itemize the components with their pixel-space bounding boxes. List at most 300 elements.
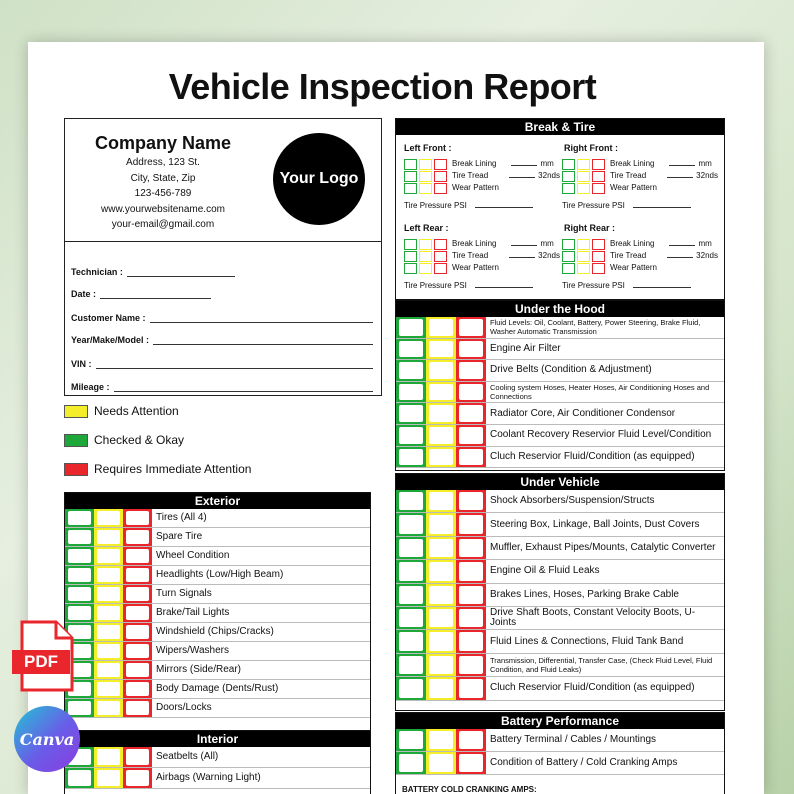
tire-measure-input[interactable] (669, 165, 695, 166)
checkbox-inner (429, 586, 453, 604)
checklist-item-label: Cluch Reservior Fluid/Condition (as equipped) (490, 682, 695, 694)
check-green-box[interactable] (396, 729, 426, 751)
check-yellow-box[interactable] (94, 768, 123, 788)
company-name: Company Name (94, 133, 232, 153)
checkbox-inner (429, 679, 453, 697)
checkbox-inner (126, 568, 149, 582)
checkbox-inner (68, 770, 91, 786)
check-green-box[interactable] (396, 447, 426, 468)
checklist-item-label: Brakes Lines, Hoses, Parking Brake Cable (490, 588, 679, 600)
check-yellow-box[interactable] (426, 537, 456, 559)
checklist-row (396, 490, 724, 513)
status-columns (396, 607, 486, 629)
checklist-row (396, 339, 724, 361)
tire-measure-line (610, 183, 657, 192)
interior-section (64, 730, 371, 794)
check-green-box[interactable] (396, 607, 426, 629)
checkbox-inner (68, 587, 91, 601)
check-red-box[interactable] (456, 537, 486, 559)
checkbox-inner (429, 562, 453, 580)
check-red-box[interactable] (456, 607, 486, 629)
check-red-box[interactable] (123, 680, 152, 698)
checkbox-inner (459, 492, 483, 510)
checklist-item-label: Turn Signals (156, 588, 212, 599)
tire-pressure-input[interactable] (475, 287, 533, 288)
checkbox-inner (429, 384, 453, 401)
tire-measure-unit: mm (698, 159, 712, 168)
check-yellow-box[interactable] (426, 317, 456, 338)
check-green-box[interactable] (396, 403, 426, 424)
tire-pressure-line (562, 201, 691, 210)
tire-position-label: Left Front : (404, 143, 452, 153)
tire-measure-line (452, 251, 560, 260)
checkbox-inner (126, 587, 149, 601)
checklist-item-label: Cluch Reservior Fluid/Condition (as equipped) (490, 450, 695, 462)
checkbox-inner (399, 362, 423, 379)
check-green-box[interactable] (396, 630, 426, 652)
check-red-box[interactable] (456, 382, 486, 403)
check-red-box[interactable] (123, 747, 152, 767)
tire-check-box[interactable] (434, 183, 447, 194)
tire-measure-input[interactable] (509, 257, 535, 258)
checkbox-inner (399, 405, 423, 422)
field-input-line[interactable] (100, 289, 211, 299)
tire-check-box[interactable] (592, 251, 605, 262)
tire-check-box[interactable] (577, 263, 590, 274)
field-input-line[interactable] (96, 359, 373, 369)
checkbox-inner (97, 770, 120, 786)
check-red-box[interactable] (456, 654, 486, 676)
tire-check-box[interactable] (577, 159, 590, 170)
check-red-box[interactable] (123, 699, 152, 717)
checkbox-inner (429, 539, 453, 557)
checkbox-inner (97, 549, 120, 563)
status-columns (396, 630, 486, 652)
tire-measure-input[interactable] (667, 257, 693, 258)
field-input-line[interactable] (153, 335, 373, 345)
field-input-line[interactable] (114, 382, 373, 392)
check-green-box[interactable] (396, 513, 426, 535)
tire-check-box[interactable] (592, 183, 605, 194)
status-columns (396, 447, 486, 468)
checkbox-inner (459, 656, 483, 674)
tire-check-box[interactable] (562, 239, 575, 250)
field-label: Year/Make/Model : (71, 335, 150, 345)
checkbox-inner (97, 644, 120, 658)
interior-header: Interior (65, 731, 370, 747)
checklist-row (65, 604, 370, 623)
check-yellow-box[interactable] (426, 490, 456, 512)
check-red-box[interactable] (123, 528, 152, 546)
checklist-row (396, 677, 724, 700)
check-red-box[interactable] (456, 425, 486, 446)
checklist-item-label: Condition of Battery / Cold Cranking Amps (490, 757, 678, 768)
under-hood-header: Under the Hood (396, 301, 724, 317)
divider (65, 241, 381, 242)
tire-check-box[interactable] (592, 159, 605, 170)
field-0 (71, 263, 235, 277)
checklist-item-label: Windshield (Chips/Cracks) (156, 626, 274, 637)
check-red-box[interactable] (456, 752, 486, 774)
check-yellow-box[interactable] (94, 509, 123, 527)
tire-measure-input[interactable] (511, 165, 537, 166)
check-yellow-box[interactable] (426, 447, 456, 468)
field-3 (71, 331, 373, 345)
status-columns (396, 513, 486, 535)
checkbox-inner (97, 530, 120, 544)
status-columns (396, 317, 486, 338)
check-green-box[interactable] (396, 584, 426, 606)
company-info (65, 131, 261, 233)
status-columns (396, 490, 486, 512)
checklist-row (396, 360, 724, 382)
canva-logo-icon: Canva (14, 706, 80, 772)
checkbox-inner (126, 530, 149, 544)
tire-check-box[interactable] (562, 251, 575, 262)
checklist-item-label: Drive Shaft Boots, Constant Velocity Boots, U-Joints (490, 607, 696, 629)
check-green-box[interactable] (396, 654, 426, 676)
check-yellow-box[interactable] (94, 680, 123, 698)
checkbox-inner (97, 663, 120, 677)
check-green-box[interactable] (65, 566, 94, 584)
legend-swatch (64, 405, 88, 418)
checkbox-inner (399, 449, 423, 466)
checkbox-inner (429, 427, 453, 444)
check-green-box[interactable] (396, 490, 426, 512)
field-input-line[interactable] (150, 313, 373, 323)
check-yellow-box[interactable] (426, 729, 456, 751)
check-green-box[interactable] (396, 752, 426, 774)
checklist-item-label: Drive Belts (Condition & Adjustment) (490, 364, 652, 376)
tire-measure-line (452, 263, 499, 272)
under-hood-section (395, 300, 725, 471)
check-red-box[interactable] (123, 509, 152, 527)
check-yellow-box[interactable] (94, 661, 123, 679)
check-yellow-box[interactable] (426, 584, 456, 606)
checklist-row (65, 509, 370, 528)
checkbox-inner (429, 362, 453, 379)
tire-pressure-label: Tire Pressure PSI (562, 281, 625, 290)
field-4 (71, 355, 373, 369)
check-yellow-box[interactable] (94, 747, 123, 767)
check-green-box[interactable] (396, 677, 426, 699)
tire-check-box[interactable] (434, 263, 447, 274)
status-columns (396, 560, 486, 582)
status-columns (396, 729, 486, 751)
checkbox-inner (429, 609, 453, 627)
status-columns (65, 528, 152, 546)
checkbox-inner (68, 511, 91, 525)
checkbox-inner (399, 515, 423, 533)
checkbox-inner (399, 679, 423, 697)
check-yellow-box[interactable] (426, 752, 456, 774)
check-red-box[interactable] (123, 547, 152, 565)
checkbox-inner (459, 586, 483, 604)
tire-check-box[interactable] (562, 263, 575, 274)
check-red-box[interactable] (123, 661, 152, 679)
checkbox-inner (97, 625, 120, 639)
under-vehicle-header: Under Vehicle (396, 474, 724, 490)
check-yellow-box[interactable] (426, 677, 456, 699)
check-red-box[interactable] (456, 584, 486, 606)
tire-measure-line (452, 159, 554, 168)
checkbox-inner (126, 549, 149, 563)
checkbox-inner (459, 515, 483, 533)
checklist-item-label: Engine Air Filter (490, 342, 561, 354)
battery-cca-label: BATTERY COLD CRANKING AMPS: (402, 785, 537, 794)
check-red-box[interactable] (456, 447, 486, 468)
check-yellow-box[interactable] (426, 382, 456, 403)
tire-measure-label: Break Lining (452, 239, 497, 248)
checklist-item-label: Wheel Condition (156, 550, 230, 561)
tire-measure-label: Wear Pattern (452, 183, 499, 192)
checklist-item-label: Body Damage (Dents/Rust) (156, 683, 279, 694)
battery-header: Battery Performance (396, 713, 724, 729)
check-yellow-box[interactable] (426, 360, 456, 381)
status-columns (65, 699, 152, 717)
check-red-box[interactable] (123, 585, 152, 603)
company-website: www.yourwebsitename.com (101, 203, 225, 215)
tire-measure-input[interactable] (669, 245, 695, 246)
status-columns (396, 339, 486, 360)
checkbox-inner (459, 539, 483, 557)
legend-swatch (64, 434, 88, 447)
report-sheet (28, 42, 764, 794)
check-yellow-box[interactable] (94, 699, 123, 717)
tire-measure-label: Tire Tread (610, 251, 647, 260)
checkbox-inner (459, 754, 483, 772)
check-green-box[interactable] (396, 360, 426, 381)
check-red-box[interactable] (123, 642, 152, 660)
checkbox-inner (68, 701, 91, 715)
checkbox-inner (399, 731, 423, 749)
checkbox-inner (459, 319, 483, 336)
legend-label: Requires Immediate Attention (94, 462, 252, 476)
check-red-box[interactable] (456, 317, 486, 338)
status-columns (65, 585, 152, 603)
check-yellow-box[interactable] (94, 566, 123, 584)
check-red-box[interactable] (456, 513, 486, 535)
tire-measure-line (610, 263, 657, 272)
check-yellow-box[interactable] (94, 528, 123, 546)
tire-pressure-input[interactable] (475, 207, 533, 208)
checklist-item-label: Battery Terminal / Cables / Mountings (490, 734, 657, 745)
checkbox-inner (399, 586, 423, 604)
tire-measure-input[interactable] (511, 245, 537, 246)
check-green-box[interactable] (396, 560, 426, 582)
checklist-row (396, 513, 724, 536)
tire-check-box[interactable] (404, 183, 417, 194)
tire-check-box[interactable] (404, 171, 417, 182)
check-green-box[interactable] (65, 528, 94, 546)
tire-measure-unit: mm (698, 239, 712, 248)
checklist-item-label: Wipers/Washers (156, 645, 229, 656)
check-red-box[interactable] (123, 623, 152, 641)
tire-check-box[interactable] (419, 251, 432, 262)
check-green-box[interactable] (396, 425, 426, 446)
check-yellow-box[interactable] (426, 513, 456, 535)
checklist-item-label: Spare Tire (156, 531, 203, 542)
checkbox-inner (399, 427, 423, 444)
tire-check-box[interactable] (577, 239, 590, 250)
checklist-row (396, 382, 724, 404)
checkbox-inner (399, 384, 423, 401)
checklist-row (65, 680, 370, 699)
tire-pressure-input[interactable] (633, 287, 691, 288)
checkbox-inner (68, 606, 91, 620)
checkbox-inner (459, 384, 483, 401)
checkbox-inner (459, 427, 483, 444)
check-yellow-box[interactable] (426, 403, 456, 424)
company-city: City, State, Zip (130, 172, 196, 184)
checkbox-inner (97, 568, 120, 582)
check-yellow-box[interactable] (426, 607, 456, 629)
check-red-box[interactable] (456, 560, 486, 582)
tire-check-box[interactable] (562, 183, 575, 194)
check-red-box[interactable] (456, 630, 486, 652)
checklist-row (396, 729, 724, 752)
legend-label: Needs Attention (94, 404, 179, 418)
checklist-item-label: Transmission, Differential, Transfer Case, (Check Fluid Level, Fluid Condition, and Fluid Leaks) (490, 655, 713, 674)
check-red-box[interactable] (123, 604, 152, 622)
check-green-box[interactable] (396, 537, 426, 559)
check-red-box[interactable] (456, 360, 486, 381)
check-green-box[interactable] (396, 382, 426, 403)
tire-pressure-label: Tire Pressure PSI (404, 201, 467, 210)
check-green-box[interactable] (65, 768, 94, 788)
check-yellow-box[interactable] (94, 547, 123, 565)
check-red-box[interactable] (123, 768, 152, 788)
tire-check-box[interactable] (562, 159, 575, 170)
checklist-item-label: Airbags (Warning Light) (156, 772, 261, 783)
tire-measure-input[interactable] (667, 177, 693, 178)
field-label: Technician : (71, 267, 123, 277)
checklist-row (396, 607, 724, 630)
checklist-item-label: Headlights (Low/High Beam) (156, 569, 284, 580)
checkbox-inner (459, 449, 483, 466)
checkbox-inner (459, 341, 483, 358)
checkbox-inner (399, 632, 423, 650)
tire-check-box[interactable] (434, 239, 447, 250)
tire-pressure-label: Tire Pressure PSI (404, 281, 467, 290)
status-columns (396, 537, 486, 559)
check-yellow-box[interactable] (426, 425, 456, 446)
pdf-label: PDF (24, 652, 58, 671)
tire-pressure-line (562, 281, 691, 290)
brake-tire-header: Break & Tire (396, 119, 724, 135)
checkbox-inner (429, 632, 453, 650)
checklist-item-label: Shock Absorbers/Suspension/Structs (490, 495, 655, 507)
checklist-item-label: Steering Box, Linkage, Ball Joints, Dust Covers (490, 518, 700, 530)
field-input-line[interactable] (127, 267, 235, 277)
tire-check-box[interactable] (419, 183, 432, 194)
check-red-box[interactable] (456, 339, 486, 360)
checkbox-inner (429, 341, 453, 358)
checkbox-inner (429, 656, 453, 674)
check-green-box[interactable] (65, 585, 94, 603)
tire-check-box[interactable] (404, 263, 417, 274)
tire-measure-label: Tire Tread (610, 171, 647, 180)
tire-check-box[interactable] (577, 251, 590, 262)
status-columns (65, 547, 152, 565)
tire-measure-label: Tire Tread (452, 171, 489, 180)
tire-pressure-input[interactable] (633, 207, 691, 208)
tire-check-box[interactable] (404, 159, 417, 170)
tire-measure-input[interactable] (509, 177, 535, 178)
check-red-box[interactable] (456, 677, 486, 699)
checkbox-inner (459, 679, 483, 697)
field-label: Mileage : (71, 382, 110, 392)
checklist-row (65, 623, 370, 642)
status-columns (396, 752, 486, 774)
checkbox-inner (126, 606, 149, 620)
checkbox-inner (126, 625, 149, 639)
checkbox-inner (429, 754, 453, 772)
check-yellow-box[interactable] (426, 339, 456, 360)
tire-check-box[interactable] (434, 251, 447, 262)
check-green-box[interactable] (396, 317, 426, 338)
check-green-box[interactable] (65, 509, 94, 527)
exterior-section (64, 492, 371, 732)
checkbox-inner (399, 562, 423, 580)
tire-measure-label: Break Lining (452, 159, 497, 168)
tire-measure-label: Tire Tread (452, 251, 489, 260)
tire-check-box[interactable] (577, 183, 590, 194)
check-yellow-box[interactable] (94, 623, 123, 641)
checklist-row (65, 547, 370, 566)
check-red-box[interactable] (456, 490, 486, 512)
tire-check-box[interactable] (592, 239, 605, 250)
tire-check-box[interactable] (434, 159, 447, 170)
checkbox-inner (126, 682, 149, 696)
tire-pressure-line (404, 281, 533, 290)
checkbox-inner (399, 754, 423, 772)
tire-check-box[interactable] (419, 171, 432, 182)
status-columns (65, 509, 152, 527)
checkbox-inner (459, 562, 483, 580)
tire-check-box[interactable] (404, 239, 417, 250)
tire-check-box[interactable] (562, 171, 575, 182)
checkbox-inner (459, 632, 483, 650)
checkbox-inner (429, 731, 453, 749)
check-yellow-box[interactable] (94, 585, 123, 603)
check-yellow-box[interactable] (426, 560, 456, 582)
under-vehicle-section (395, 473, 725, 711)
check-green-box[interactable] (396, 339, 426, 360)
tire-check-box[interactable] (434, 171, 447, 182)
tire-measure-label: Wear Pattern (610, 263, 657, 272)
tire-check-box[interactable] (419, 263, 432, 274)
checklist-row (65, 768, 370, 789)
tire-check-box[interactable] (419, 239, 432, 250)
check-yellow-box[interactable] (426, 654, 456, 676)
check-yellow-box[interactable] (94, 642, 123, 660)
tire-check-box[interactable] (419, 159, 432, 170)
check-red-box[interactable] (456, 729, 486, 751)
tire-check-box[interactable] (577, 171, 590, 182)
pdf-file-icon (10, 620, 82, 694)
logo-placeholder: Your Logo (273, 133, 365, 225)
check-green-box[interactable] (65, 547, 94, 565)
field-1 (71, 285, 211, 299)
check-yellow-box[interactable] (426, 630, 456, 652)
check-yellow-box[interactable] (94, 604, 123, 622)
tire-check-box[interactable] (404, 251, 417, 262)
tire-check-box[interactable] (592, 171, 605, 182)
tire-check-box[interactable] (592, 263, 605, 274)
check-red-box[interactable] (123, 566, 152, 584)
check-red-box[interactable] (456, 403, 486, 424)
